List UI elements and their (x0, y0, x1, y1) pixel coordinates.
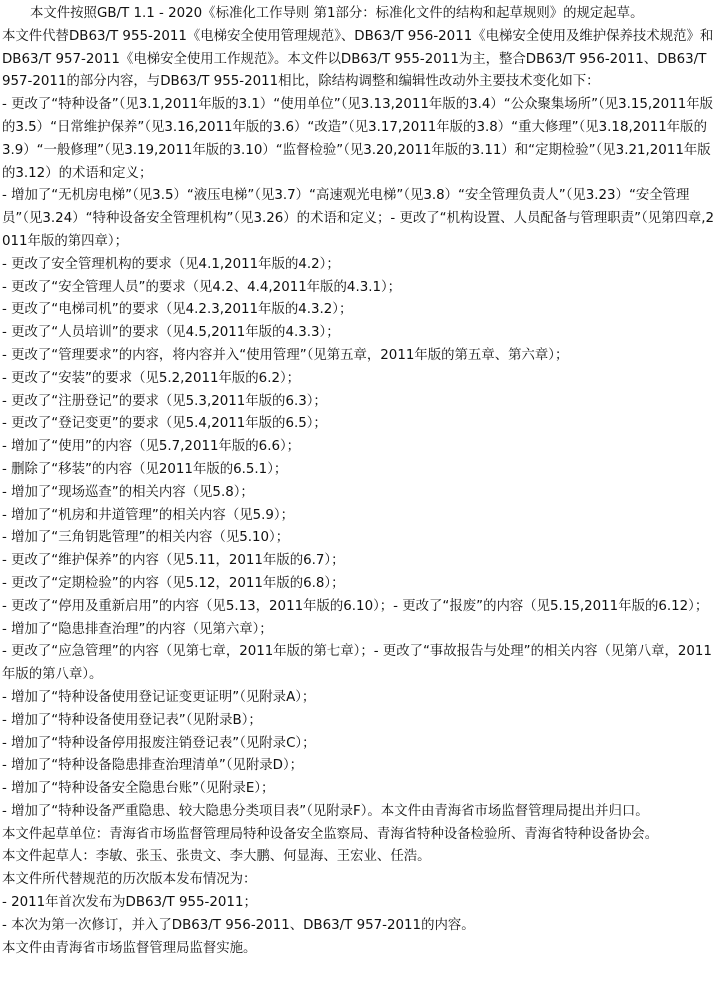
change-item: - 更改了“安装”的要求（见5.2,2011年版的6.2）； (2, 370, 301, 386)
change-item: - 增加了“机房和井道管理”的相关内容（见5.9）； (2, 507, 294, 523)
change-item: - 增加了“特种设备使用登记表”（见附录B）； (2, 712, 262, 728)
change-item: - 增加了“使用”的内容（见5.7,2011年版的6.6）； (2, 439, 301, 455)
change-item: - 更改了“注册登记”的要求（见5.3,2011年版的6.3）； (2, 393, 327, 409)
change-item: - 增加了“特种设备安全隐患台账”（见附录E）； (2, 781, 275, 797)
change-item: - 更改了“定期检验”的内容（见5.12，2011年版的6.8）； (2, 575, 345, 591)
version-history-item: - 本次为第一次修订，并入了DB63/T 956-2011、DB63/T 957-2011的内容。 (2, 917, 475, 933)
replacement-statement-paragraph: 本文件代替DB63/T 955-2011《电梯安全使用管理规范》、DB63/T 956-2011《电梯安全使用及维护保养技术规范》和DB63/T 957-2011《电梯安全使用工作规范》。本文件以DB63/T 955-2011为主，整合DB63/T 956-2011、DB63/T 957-2011的部分内容，与DB63/T 955-2011相比，除结构调整和编辑性改动外主要技术变化如下： (2, 28, 714, 90)
change-item: - 更改了“人员培训”的要求（见4.5,2011年版的4.3.3）； (2, 325, 340, 341)
change-item: - 更改了“停用及重新启用”的内容（见5.13，2011年版的6.10）；- 更改了“报废”的内容（见5.15,2011年版的6.12）； (2, 598, 709, 614)
change-item: - 更改了“安全管理人员”的要求（见4.2、4.4,2011年版的4.3.1）； (2, 279, 402, 295)
change-item: - 更改了“应急管理”的内容（见第七章，2011年版的第七章）；- 更改了“事故报告与处理”的相关内容（见第八章，2011年版的第八章）。 (2, 644, 712, 683)
supervision-paragraph: 本文件由青海省市场监督管理局监督实施。 (2, 940, 257, 956)
change-item: - 增加了“隐患排查治理”的内容（见第六章）； (2, 621, 273, 637)
change-item: - 增加了“特种设备严重隐患、较大隐患分类项目表”（见附录F）。本文件由青海省市场监督管理局提出并归口。 (2, 803, 649, 819)
change-item: - 增加了“无机房电梯”（见3.5）“液压电梯”（见3.7）“高速观光电梯”（见3.8）“安全管理负责人”（见3.23）“安全管理员”（见3.24）“特种设备安全管理机构”（见3.26）的术语和定义；- 更改了“机构设置、人员配备与管理职责”（见第四章,2011年版的第四章）； (2, 188, 715, 249)
version-history-item: - 2011年首次发布为DB63/T 955-2011； (2, 895, 257, 911)
change-item: - 增加了“特种设备停用报废注销登记表”（见附录C）； (2, 735, 316, 751)
version-history-heading: 本文件所代替规范的历次版本发布情况为： (2, 872, 257, 888)
change-item: - 增加了“三角钥匙管理”的相关内容（见5.10）； (2, 530, 290, 546)
change-item: - 更改了安全管理机构的要求（见4.1,2011年版的4.2）； (2, 256, 340, 272)
change-item: - 增加了“现场巡查”的相关内容（见5.8）； (2, 484, 254, 500)
change-item: - 更改了“电梯司机”的要求（见4.2.3,2011年版的4.3.2）； (2, 302, 353, 318)
change-item: - 删除了“移装”的内容（见2011年版的6.5.1）； (2, 461, 288, 477)
change-item: - 增加了“特种设备隐患排查治理清单”（见附录D）； (2, 758, 304, 774)
change-item: - 更改了“特种设备”（见3.1,2011年版的3.1）“使用单位”（见3.13,2011年版的3.4）“公众聚集场所”（见3.15,2011年版的3.5）“日常维护保养”（见3.16,2011年版的3.6）“改造”（见3.17,2011年版的3.8）“重大修理”（见3.18,2011年版的3.9）“一般修理”（见3.19,2011年版的3.10）“监督检验”（见3.20,2011年版的3.11）和“定期检验”（见3.21,2011年版的3.12）的术语和定义； (2, 97, 714, 181)
change-item: - 更改了“登记变更”的要求（见5.4,2011年版的6.5）； (2, 416, 327, 432)
change-item: - 更改了“维护保养”的内容（见5.11，2011年版的6.7）； (2, 553, 345, 569)
change-item: - 更改了“管理要求”的内容，将内容并入“使用管理”（见第五章，2011年版的第五章、第六章）； (2, 347, 569, 363)
drafting-units-paragraph: 本文件起草单位：青海省市场监督管理局特种设备安全监察局、青海省特种设备检验所、青海省特种设备协会。 (2, 826, 659, 842)
change-item: - 增加了“特种设备使用登记证变更证明”（见附录A）； (2, 689, 316, 705)
drafters-paragraph: 本文件起草人：李敏、张玉、张贵文、李大鹏、何显海、王宏业、任浩。 (2, 849, 431, 865)
drafting-basis-paragraph: 本文件按照GB/T 1.1 - 2020《标准化工作导则 第1部分：标准化文件的结构和起草规则》的规定起草。 (30, 6, 644, 21)
